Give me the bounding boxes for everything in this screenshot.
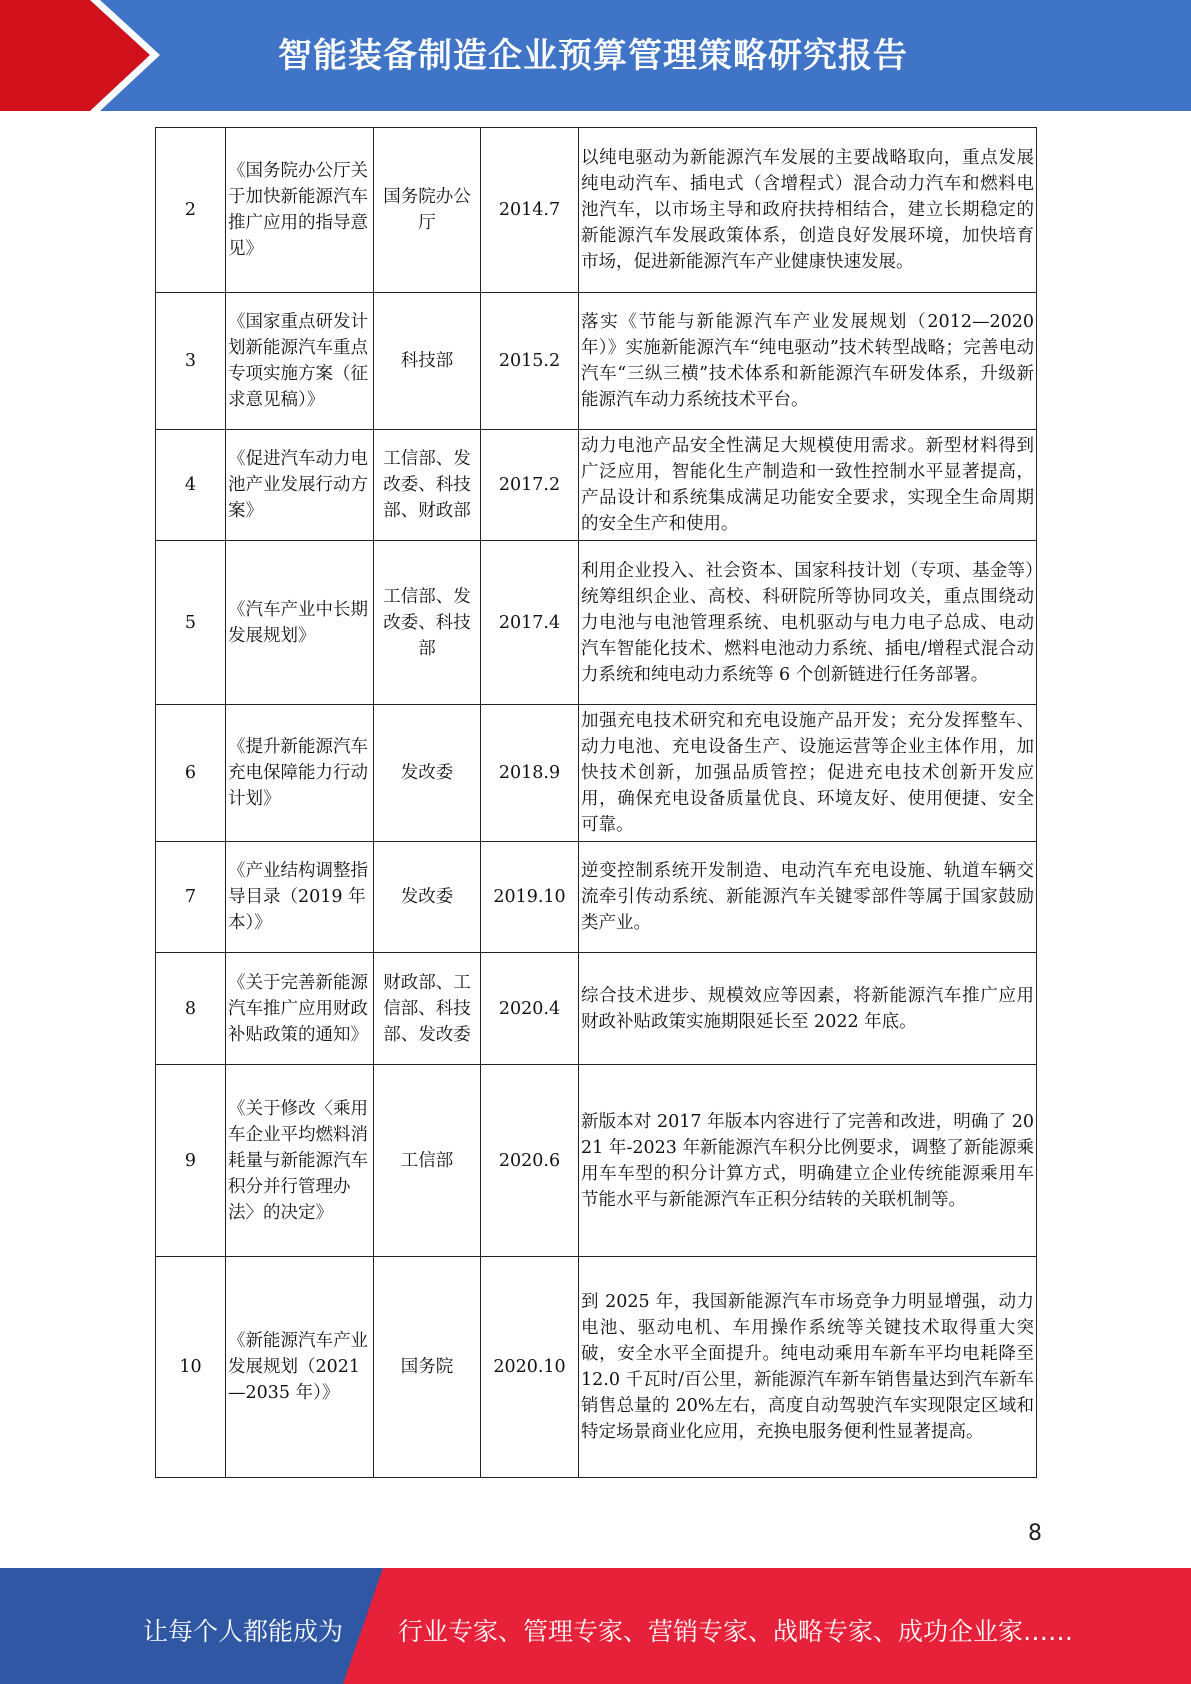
issue-date: 2018.9	[481, 705, 579, 842]
footer-slogan-right: 行业专家、管理专家、营销专家、战略专家、成功企业家……	[398, 1617, 1074, 1646]
row-number: 8	[156, 953, 226, 1065]
issue-date: 2020.4	[481, 953, 579, 1065]
policy-name: 《国务院办公厅关于加快新能源汽车推广应用的指导意见》	[226, 128, 374, 293]
policy-summary: 加强充电技术研究和充电设施产品开发；充分发挥整车、动力电池、充电设备生产、设施运营等企业主体作用，加快技术创新，加强品质管控；促进充电技术创新开发应用，确保充电设备质量优良、环境友好、使用便捷、安全可靠。	[579, 705, 1037, 842]
policy-summary: 新版本对 2017 年版本内容进行了完善和改进，明确了 2021 年-2023 年新能源汽车积分比例要求，调整了新能源乘用车车型的积分计算方式，明确建立企业传统能源乘用车节能水平与新能源汽车正积分结转的关联机制等。	[579, 1065, 1037, 1257]
table-row	[156, 842, 1037, 953]
table-row	[156, 705, 1037, 842]
row-number: 10	[156, 1257, 226, 1478]
policy-summary: 综合技术进步、规模效应等因素，将新能源汽车推广应用财政补贴政策实施期限延长至 2022 年底。	[579, 953, 1037, 1065]
issuing-department: 工信部、发改委、科技部	[374, 541, 481, 705]
issuing-department: 发改委	[374, 705, 481, 842]
issuing-department: 财政部、工信部、科技部、发改委	[374, 953, 481, 1065]
row-number: 5	[156, 541, 226, 705]
row-number: 9	[156, 1065, 226, 1257]
issuing-department: 国务院办公厅	[374, 128, 481, 293]
row-number: 6	[156, 705, 226, 842]
row-number: 4	[156, 430, 226, 541]
issuing-department: 国务院	[374, 1257, 481, 1478]
policy-name: 《关于修改〈乘用车企业平均燃料消耗量与新能源汽车积分并行管理办法〉的决定》	[226, 1065, 374, 1257]
policy-name: 《汽车产业中长期发展规划》	[226, 541, 374, 705]
table-row	[156, 1257, 1037, 1478]
policy-summary: 利用企业投入、社会资本、国家科技计划（专项、基金等）统筹组织企业、高校、科研院所等协同攻关，重点围绕动力电池与电池管理系统、电机驱动与电力电子总成、电动汽车智能化技术、燃料电池动力系统、插电/增程式混合动力系统和纯电动力系统等 6 个创新链进行任务部署。	[579, 541, 1037, 705]
page-header	[0, 0, 1191, 111]
table-row	[156, 541, 1037, 705]
page-number: 8	[1028, 1521, 1042, 1546]
policy-name: 《新能源汽车产业发展规划（2021—2035 年）》	[226, 1257, 374, 1478]
policy-summary: 到 2025 年，我国新能源汽车市场竞争力明显增强，动力电池、驱动电机、车用操作系统等关键技术取得重大突破，安全水平全面提升。纯电动乘用车新车平均电耗降至 12.0 千瓦时/百公里，新能源汽车新车销售量达到汽车新车销售总量的 20%左右，高度自动驾驶汽车实现限定区域和特定场景商业化应用，充换电服务便利性显著提高。	[579, 1257, 1037, 1478]
policy-name: 《关于完善新能源汽车推广应用财政补贴政策的通知》	[226, 953, 374, 1065]
report-title: 智能装备制造企业预算管理策略研究报告	[278, 36, 908, 76]
issue-date: 2020.10	[481, 1257, 579, 1478]
page-footer	[0, 1568, 1191, 1684]
table-row	[156, 293, 1037, 430]
row-number: 3	[156, 293, 226, 430]
footer-slogan-left: 让每个人都能成为	[143, 1617, 344, 1646]
policy-summary: 落实《节能与新能源汽车产业发展规划（2012—2020 年）》实施新能源汽车“纯电驱动”技术转型战略；完善电动汽车“三纵三横”技术体系和新能源汽车研发体系，升级新能源汽车动力系统技术平台。	[579, 293, 1037, 430]
table-row	[156, 953, 1037, 1065]
policy-name: 《促进汽车动力电池产业发展行动方案》	[226, 430, 374, 541]
issue-date: 2014.7	[481, 128, 579, 293]
row-number: 2	[156, 128, 226, 293]
table-row	[156, 128, 1037, 293]
policy-summary: 以纯电驱动为新能源汽车发展的主要战略取向，重点发展纯电动汽车、插电式（含增程式）混合动力汽车和燃料电池汽车，以市场主导和政府扶持相结合，建立长期稳定的新能源汽车发展政策体系，创造良好发展环境，加快培育市场，促进新能源汽车产业健康快速发展。	[579, 128, 1037, 293]
table-row	[156, 430, 1037, 541]
policy-name: 《提升新能源汽车充电保障能力行动计划》	[226, 705, 374, 842]
row-number: 7	[156, 842, 226, 953]
issuing-department: 发改委	[374, 842, 481, 953]
table-row	[156, 1065, 1037, 1257]
policy-summary: 动力电池产品安全性满足大规模使用需求。新型材料得到广泛应用，智能化生产制造和一致性控制水平显著提高，产品设计和系统集成满足功能安全要求，实现全生命周期的安全生产和使用。	[579, 430, 1037, 541]
issue-date: 2020.6	[481, 1065, 579, 1257]
issue-date: 2015.2	[481, 293, 579, 430]
issue-date: 2019.10	[481, 842, 579, 953]
policy-name: 《国家重点研发计划新能源汽车重点专项实施方案（征求意见稿）》	[226, 293, 374, 430]
issuing-department: 工信部、发改委、科技部、财政部	[374, 430, 481, 541]
policy-table	[155, 127, 1037, 1478]
policy-name: 《产业结构调整指导目录（2019 年本）》	[226, 842, 374, 953]
issue-date: 2017.4	[481, 541, 579, 705]
header-arrow-decoration	[0, 0, 160, 111]
issuing-department: 科技部	[374, 293, 481, 430]
policy-summary: 逆变控制系统开发制造、电动汽车充电设施、轨道车辆交流牵引传动系统、新能源汽车关键零部件等属于国家鼓励类产业。	[579, 842, 1037, 953]
issuing-department: 工信部	[374, 1065, 481, 1257]
issue-date: 2017.2	[481, 430, 579, 541]
